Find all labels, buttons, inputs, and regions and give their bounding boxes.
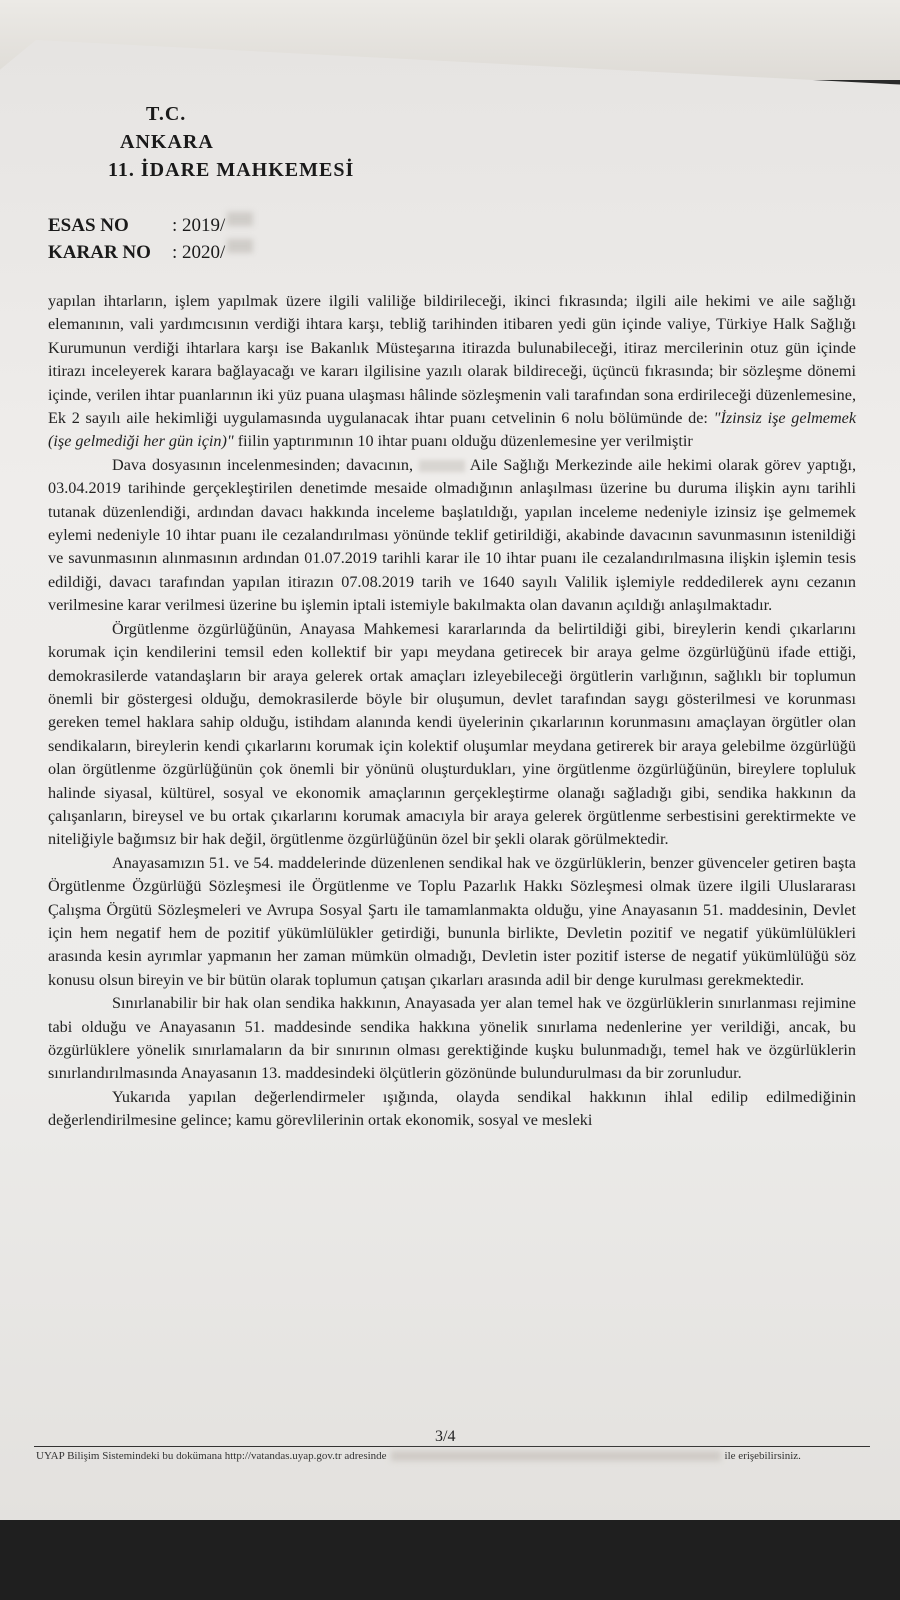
paragraph: Sınırlanabilir bir hak olan sendika hakkının, Anayasada yer alan temel hak ve özgürlüklerin sınırlanması rejimine tabi olduğu ve Anayasanın 51. maddesinde sendika hakkına yönelik sınırlama nedenlerine yer verildiği, ancak, bu özgürlüklere yönelik sınırlamaların da bir sınırının olması gerektiğinde kuşku bulunmadığı, temel hak ve özgürlüklerin sınırlandırılmasında Anayasanın 13. maddesindeki ölçütlerin gözönünde bulundurulması da bir zorunludur. — [48, 994, 856, 1083]
paragraph-text: Dava dosyasının incelenmesinden; davacının, — [112, 455, 419, 474]
page-number: 3/4 — [435, 1428, 456, 1445]
esas-value: : 2019/ — [172, 215, 226, 236]
paragraph: Yukarıda yapılan değerlendirmeler ışığında, olayda sendikal hakkının ihlal edilip edilmediğinin değerlendirilmesine gelince; kamu görevlilerinin ortak ekonomik, sosyal ve mesleki — [48, 1087, 856, 1130]
paragraph — [48, 454, 856, 618]
redacted-code — [391, 1451, 721, 1461]
footer-text: UYAP Bilişim Sistemindeki bu dokümana http://vatandas.uyap.gov.tr adresinde — [36, 1450, 387, 1462]
redacted-name — [419, 460, 465, 472]
redacted-number — [227, 239, 253, 253]
esas-row — [48, 212, 253, 239]
paragraph-text: fiilin yaptırımının 10 ihtar puanı olduğu düzenlemesine yer verilmiştir — [233, 432, 693, 451]
header-tc: T.C. — [146, 103, 187, 125]
karar-label: KARAR NO — [48, 242, 151, 263]
header-city: ANKARA — [120, 131, 214, 153]
quoted-rule: "İzinsiz işe gelmemek (işe gelmediği her gün için)" — [48, 409, 857, 451]
paragraph: Örgütlenme özgürlüğünün, Anayasa Mahkemesi kararlarında da belirtildiği gibi, bireylerin kendi çıkarlarını korumak için kendilerini temsil eden kollektif bir yapı meydana getirecek bir araya gelme özgürlüğünü ifade ettiği, demokrasilerde vatandaşların bir araya gelerek ortak amaçları izleyebileceği örgütlerin varlığının, sağlıklı bir toplumun önemli bir göstergesi olduğu, demokrasilerde böyle bir oluşumun, devlet tarafından saygı gösterilmesi ve korunması gereken temel haklara sahip olduğu, istihdam alanında kendi üyelerinin çıkarlarının korunmasını amaçlayan örgütler olan sendikaların, bireylerin kendi çıkarlarını korumak için kolektif oluşumlar meydana getirerek bir araya gelebilme özgürlüğü olan örgütlenme özgürlüğünün çok önemli bir yönünü oluşturdukları, yine örgütlenme özgürlüğünün, bireylere topluluk halinde siyasal, kültürel, sosyal ve ekonomik amaçlarının gerçekleştirme olanağı sağladığı gibi, sendika hakkının da çalışanların, bireysel ve bu ortak çıkarlarını korumak amacıyla bir araya gelerek örgütlenme serbestisini gerektirmekte ve niteliğiyle bağımsız bir hak değil, örgütlenme özgürlüğünün özel bir şekli olarak görülmektedir. — [48, 619, 856, 849]
footer-text-end: ile erişebilirsiniz. — [724, 1450, 801, 1462]
paragraph: Anayasamızın 51. ve 54. maddelerinde düzenlenen sendikal hak ve özgürlüklerin, benzer güvenceler getiren başta Örgütlenme Özgürlüğü Sözleşmesi ile Örgütlenme ve Toplu Pazarlık Hakkı Sözleşmesi olmak üzere ilgili Uluslararası Çalışma Örgütü Sözleşmeleri ve Avrupa Sosyal Şartı ile tamamlanmakta olduğu, yine Anayasanın 51. maddesinin, Devlet için hem negatif hem de pozitif yükümlülükler getirdiği, bununla birlikte, Devletin pozitif ve negatif yükümlülükleri arasında kesin ayrımlar yapmanın her zaman mümkün olmadığı, Devletin ister pozitif isterse de negatif yükümlülüğü söz konusu olsun bireyin ve bir bütün olarak toplumun çatışan çıkarları arasında adil bir denge kurulması gerekmektedir. — [48, 853, 856, 989]
background-bottom — [0, 1520, 900, 1600]
esas-label: ESAS NO — [48, 215, 129, 236]
case-references — [48, 212, 253, 266]
karar-row — [48, 239, 253, 266]
court-header — [108, 100, 354, 184]
karar-value: : 2020/ — [172, 242, 226, 263]
redacted-number — [227, 212, 253, 226]
document-body — [48, 290, 856, 1133]
paragraph-text: yapılan ihtarların, işlem yapılmak üzere ilgili valiliğe bildirileceği, ikinci fıkrasında; ilgili aile hekimi ve aile sağlığı elemanının, vali yardımcısının verdiği ihtara karşı, tebliğ tarihinden itibaren yedi gün içinde valiye, Türkiye Halk Sağlığı Kurumunun verdiği ihtarlara karşı ise Bakanlık Müsteşarına itirazda bulunabileceği, itiraz mercilerinin otuz gün içinde itirazı inceleyerek karara bağlayacağı ve kararı ilgilisine yazılı olarak bildireceği, üçüncü fıkrasında; bir sözleşme dönemi içinde, verilen ihtar puanlarının iki yüz puana ulaşması hâlinde sözleşmenin vali tarafından sona erdirileceği düzenlemesine, Ek 2 sayılı aile hekimliği uygulamasında uygulanacak ihtar puanı cetvelinin 6 nolu bölümünde de: — [48, 292, 856, 428]
footer-divider — [34, 1446, 870, 1447]
paragraph-text: Aile Sağlığı Merkezinde aile hekimi olarak görev yaptığı, 03.04.2019 tarihinde gerçekleştirilen denetimde mesaide olmadığının anlaşılması üzerine bu duruma ilişkin aynı tarihli tutanak düzenlendiği, ardından davacı hakkında inceleme başlatıldığı, yapılan inceleme nedeniyle izinsiz işe gelmemek eylemi nedeniyle 10 ihtar puanı ile cezalandırılması yönünde teklif getirildiği, akabinde davacının savunmasının istenildiği ve savunmasının alınmasının ardından 01.07.2019 tarihli karar ile 10 ihtar puanı ile cezalandırılmasına ilişkin işlemin tesis edildiği, davacı tarafından yapılan itirazın 07.08.2019 tarih ve 1640 sayılı Valilik işlemiyle reddedilerek aynı cezanın verilmesine karar verilmesi üzerine bu işlemin iptali istemiyle bakılmakta olan davanın açıldığı anlaşılmaktadır. — [48, 455, 856, 615]
paragraph — [48, 290, 856, 454]
header-court: 11. İDARE MAHKEMESİ — [108, 159, 355, 181]
footer — [36, 1450, 876, 1462]
